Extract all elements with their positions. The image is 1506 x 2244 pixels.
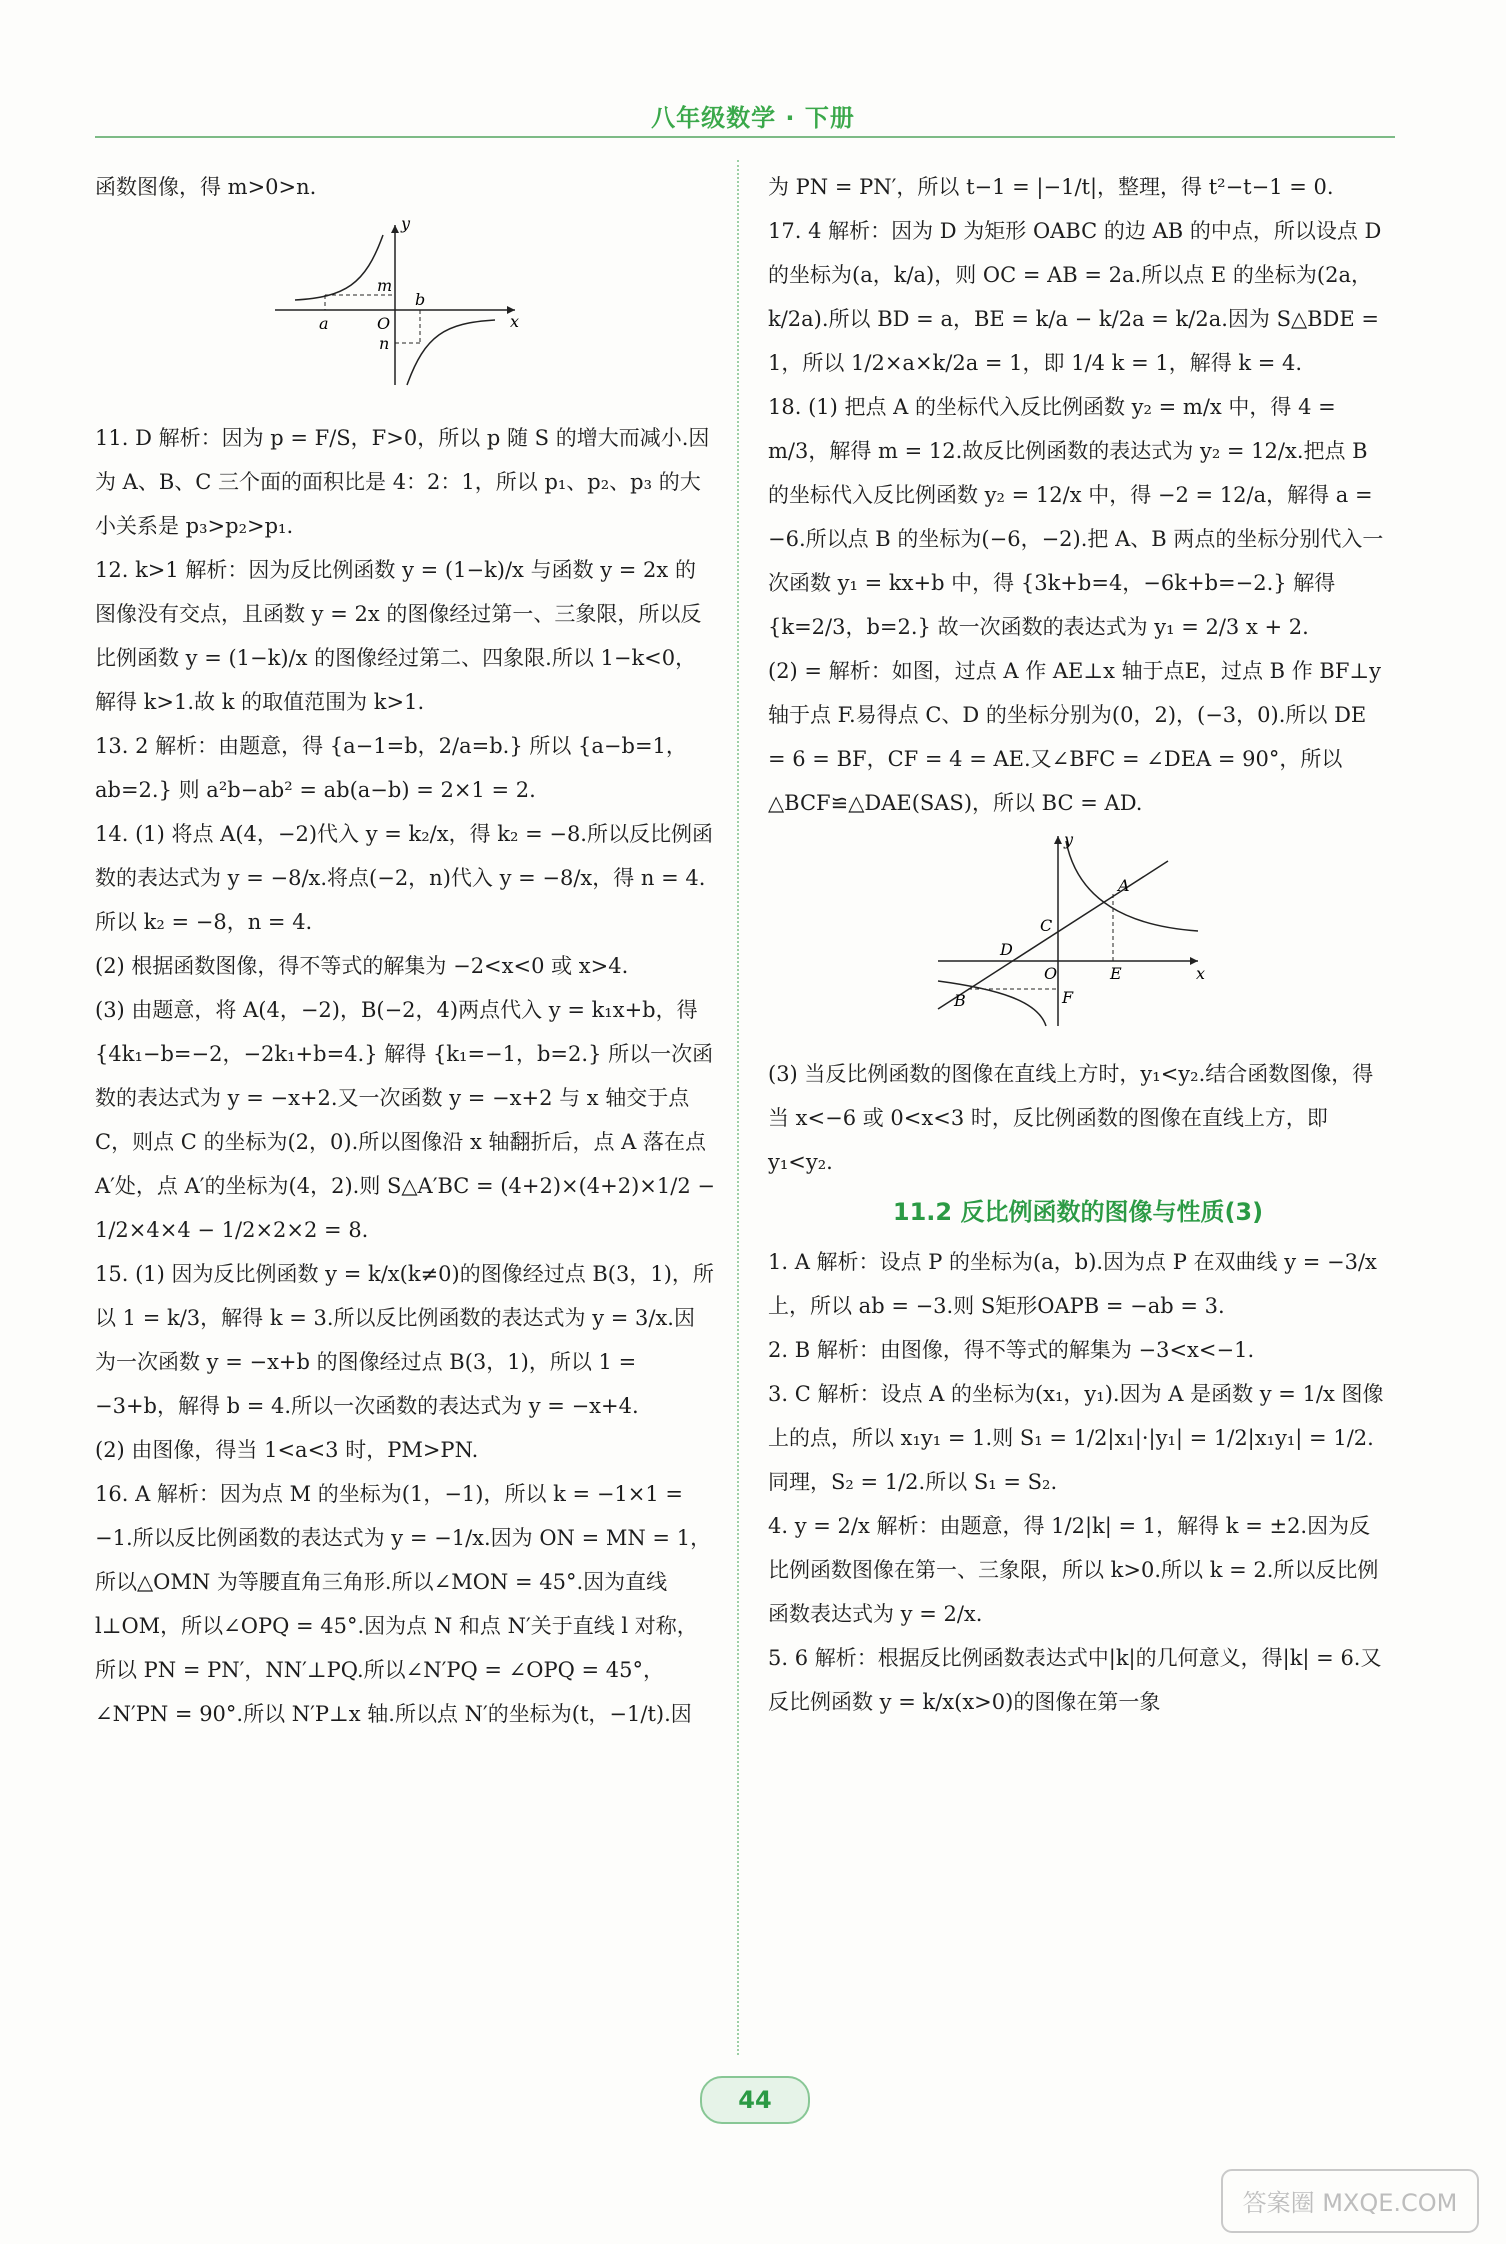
left-column	[95, 165, 715, 1736]
answer-s2-1: 1. A 解析：设点 P 的坐标为(a，b).因为点 P 在双曲线 y = −3/x 上，所以 ab = −3.则 S矩形OAPB = −ab = 3.	[768, 1250, 1377, 1318]
answer-14-1: 14. (1) 将点 A(4，−2)代入 y = k₂/x，得 k₂ = −8.所以反比例函数的表达式为 y = −8/x.将点(−2，n)代入 y = −8/x，得 n = 4.所以 k₂ = −8，n = 4.	[95, 822, 713, 934]
fig1-origin-label: O	[377, 314, 391, 333]
answer-17: 17. 4 解析：因为 D 为矩形 OABC 的边 AB 的中点，所以设点 D 的坐标为(a，k/a)，则 OC = AB = 2a.所以点 E 的坐标为(2a，k/2a).所以 BD = a，BE = k/a − k/2a = k/2a.因为 S△BDE = 1，所以 1/2×a×k/2a = 1，即 1/4 k = 1，解得 k = 4.	[768, 219, 1382, 375]
answer-s2-5: 5. 6 解析：根据反比例函数表达式中|k|的几何意义，得|k| = 6.又反比例函数 y = k/x(x>0)的图像在第一象	[768, 1646, 1382, 1714]
fig1-y-label: y	[401, 215, 411, 233]
fig2-e-label: E	[1110, 964, 1122, 983]
answer-16-cont: 为 PN = PN′，所以 t−1 = |−1/t|，整理，得 t²−t−1 = 0.	[768, 175, 1334, 199]
column-divider	[737, 160, 739, 2055]
figure-hyperbola-1	[95, 215, 715, 410]
fig2-a-label: A	[1118, 876, 1130, 895]
answer-11: 11. D 解析：因为 p = F/S，F>0，所以 p 随 S 的增大而减小.因为 A、B、C 三个面的面积比是 4：2：1，所以 p₁、p₂、p₃ 的大小关系是 p₃>p₂>p₁.	[95, 426, 710, 538]
answer-line: 函数图像，得 m>0>n.	[95, 175, 317, 199]
answer-15-2: (2) 由图像，得当 1<a<3 时，PM>PN.	[95, 1438, 479, 1462]
answer-18-3: (3) 当反比例函数的图像在直线上方时，y₁<y₂.结合函数图像，得当 x<−6 或 0<x<3 时，反比例函数的图像在直线上方，即 y₁<y₂.	[768, 1062, 1374, 1174]
fig1-a-label: a	[319, 314, 329, 333]
section-title: 11.2 反比例函数的图像与性质(3)	[892, 1198, 1264, 1226]
hyperbola-graph-1	[255, 215, 555, 395]
page-number: 44	[700, 2076, 810, 2124]
answer-12: 12. k>1 解析：因为反比例函数 y = (1−k)/x 与函数 y = 2x 的图像没有交点，且函数 y = 2x 的图像经过第一、三象限，所以反比例函数 y = (1−k)/x 的图像经过第二、四象限.所以 1−k<0，解得 k>1.故 k 的取值范围为 k>1.	[95, 558, 702, 714]
answer-s2-2: 2. B 解析：由图像，得不等式的解集为 −3<x<−1.	[768, 1338, 1255, 1362]
answer-18-1: 18. (1) 把点 A 的坐标代入反比例函数 y₂ = m/x 中，得 4 = m/3，解得 m = 12.故反比例函数的表达式为 y₂ = 12/x.把点 B 的坐标代入反比例函数 y₂ = 12/x 中，得 −2 = 12/a，解得 a = −6.所以点 B 的坐标为(−6，−2).把 A、B 两点的坐标分别代入一次函数 y₁ = kx+b 中，得 {3k+b=4，−6k+b=−2.} 解得 {k=2/3，b=2.} 故一次函数的表达式为 y₁ = 2/3 x + 2.	[768, 395, 1384, 639]
page-header: 八年级数学 · 下册	[651, 104, 855, 132]
right-column	[768, 165, 1388, 1724]
answer-s2-3: 3. C 解析：设点 A 的坐标为(x₁，y₁).因为 A 是函数 y = 1/x 图像上的点，所以 x₁y₁ = 1.则 S₁ = 1/2|x₁|·|y₁| = 1/2|x₁y₁| = 1/2.同理，S₂ = 1/2.所以 S₁ = S₂.	[768, 1382, 1384, 1494]
figure-hyperbola-2	[768, 831, 1388, 1046]
hyperbola-graph-2	[928, 831, 1228, 1031]
fig2-f-label: F	[1062, 988, 1074, 1007]
answer-16: 16. A 解析：因为点 M 的坐标为(1，−1)，所以 k = −1×1 = −1.所以反比例函数的表达式为 y = −1/x.因为 ON = MN = 1，所以△OMN 为等腰直角三角形.所以∠MON = 45°.因为直线 l⊥OM，所以∠OPQ = 45°.因为点 N 和点 N′关于直线 l 对称，所以 PN = PN′，NN′⊥PQ.所以∠N′PQ = ∠OPQ = 45°，∠N′PN = 90°.所以 N′P⊥x 轴.所以点 N′的坐标为(t，−1/t).因	[95, 1482, 712, 1726]
header-rule	[95, 136, 1395, 138]
svg-text:答案圈 MXQE.COM: 答案圈 MXQE.COM	[1242, 2189, 1458, 2217]
fig2-x-label: x	[1196, 964, 1206, 983]
answer-15-1: 15. (1) 因为反比例函数 y = k/x(k≠0)的图像经过点 B(3，1)，所以 1 = k/3，解得 k = 3.所以反比例函数的表达式为 y = 3/x.因为一次函数 y = −x+b 的图像经过点 B(3，1)，所以 1 = −3+b，解得 b = 4.所以一次函数的表达式为 y = −x+4.	[95, 1262, 714, 1418]
answer-13: 13. 2 解析：由题意，得 {a−1=b，2/a=b.} 所以 {a−b=1，ab=2.} 则 a²b−ab² = ab(a−b) = 2×1 = 2.	[95, 734, 687, 802]
fig2-y-label: y	[1064, 831, 1074, 849]
answer-14-2: (2) 根据函数图像，得不等式的解集为 −2<x<0 或 x>4.	[95, 954, 629, 978]
watermark-logo	[1220, 2166, 1480, 2236]
fig1-b-label: b	[415, 290, 426, 309]
fig1-n-label: n	[379, 334, 390, 353]
fig2-b-label: B	[954, 991, 966, 1010]
answer-18-2: (2) = 解析：如图，过点 A 作 AE⊥x 轴于点E，过点 B 作 BF⊥y 轴于点 F.易得点 C、D 的坐标分别为(0，2)，(−3，0).所以 DE = 6 = BF，CF = 4 = AE.又∠BFC = ∠DEA = 90°，所以△BCF≌△DAE(SAS)，所以 BC = AD.	[768, 659, 1382, 815]
answer-14-3: (3) 由题意，将 A(4，−2)，B(−2，4)两点代入 y = k₁x+b，得 {4k₁−b=−2，−2k₁+b=4.} 解得 {k₁=−1，b=2.} 所以一次函数的表达式为 y = −x+2.又一次函数 y = −x+2 与 x 轴交于点C，则点 C 的坐标为(2，0).所以图像沿 x 轴翻折后，点 A 落在点 A′处，点 A′的坐标为(4，2).则 S△A′BC = (4+2)×(4+2)×1/2 − 1/2×4×4 − 1/2×2×2 = 8.	[95, 998, 715, 1242]
answer-s2-4: 4. y = 2/x 解析：由题意，得 1/2|k| = 1，解得 k = ±2.因为反比例函数图像在第一、三象限，所以 k>0.所以 k = 2.所以反比例函数表达式为 y = 2/x.	[768, 1514, 1379, 1626]
fig2-c-label: C	[1040, 916, 1053, 935]
fig2-d-label: D	[1000, 940, 1013, 959]
fig2-origin-label: O	[1044, 964, 1058, 983]
fig1-x-label: x	[510, 312, 520, 331]
fig1-m-label: m	[377, 276, 393, 295]
